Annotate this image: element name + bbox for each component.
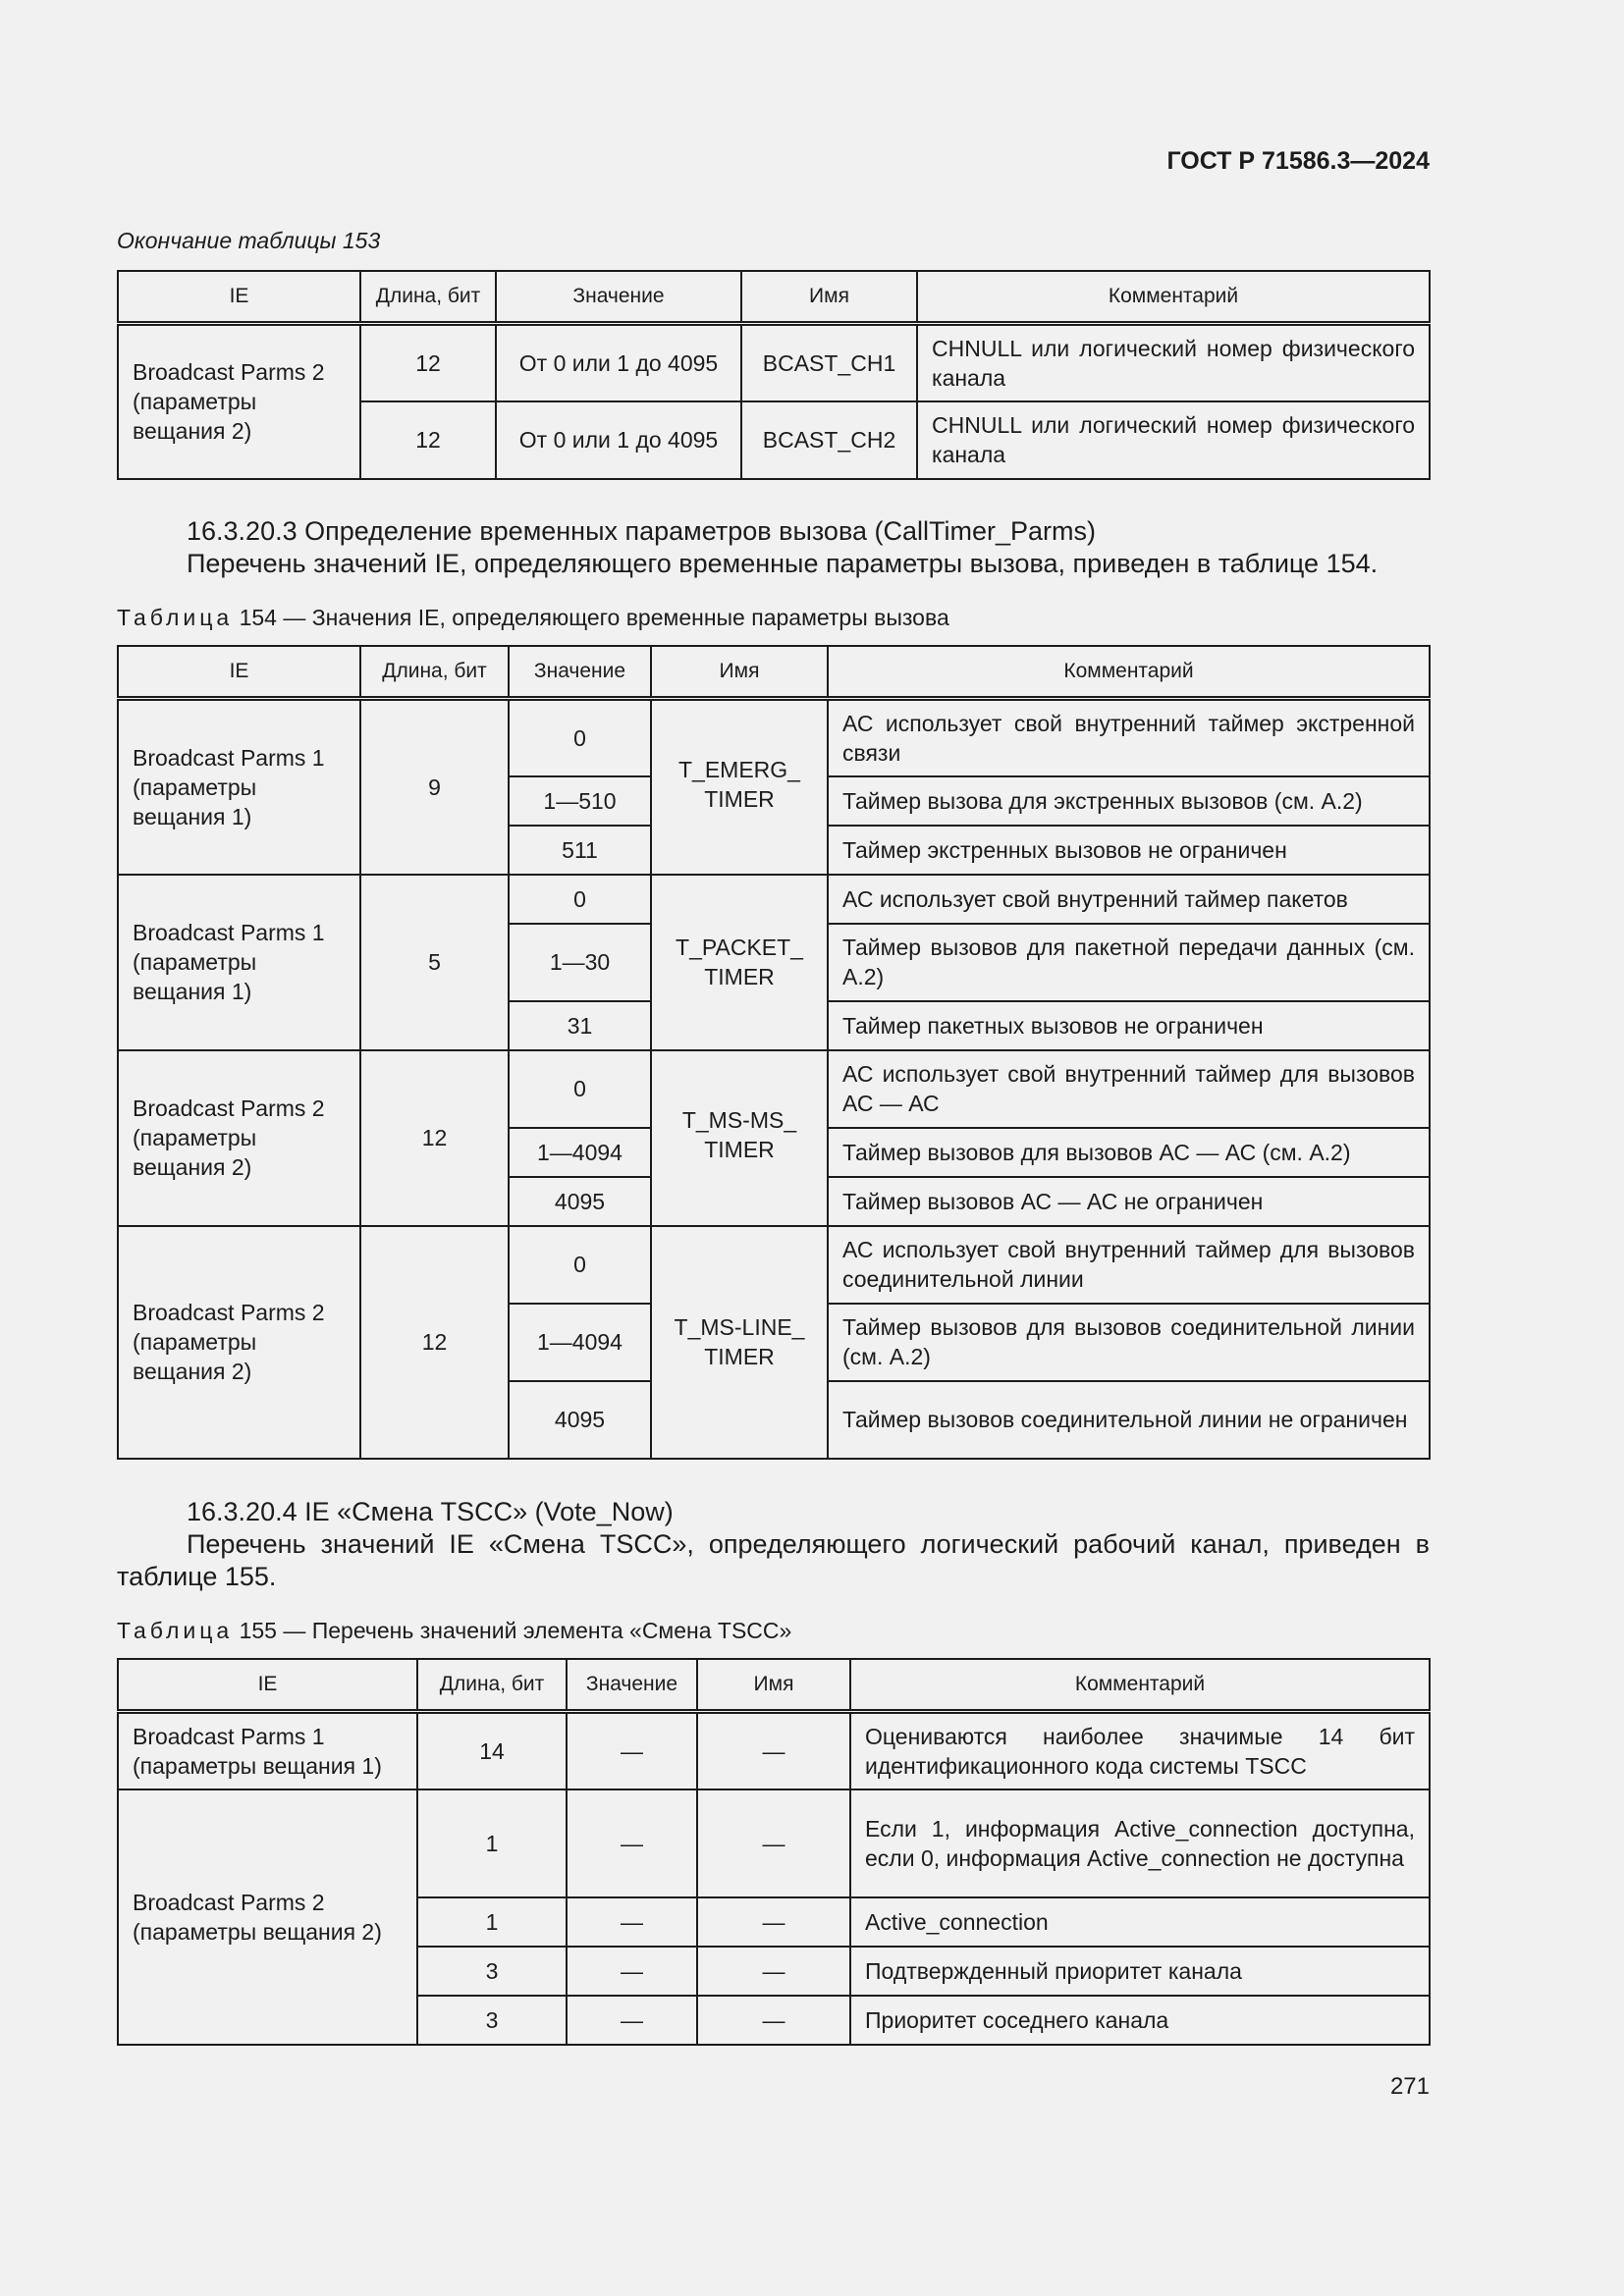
name-cell: T_EMERG_ TIMER [651, 699, 828, 875]
table-155 [117, 1658, 1431, 2046]
table-caption-text: 155 — Перечень значений элемента «Смена TSCC» [239, 1618, 792, 1643]
table-header-row [118, 271, 1430, 324]
column-header-value: Значение [496, 271, 741, 324]
name-cell: T_MS-LINE_ TIMER [651, 1226, 828, 1459]
comment-cell: Таймер вызова для экстренных вызовов (см. А.2) [828, 776, 1430, 826]
table-row [118, 1789, 1430, 1897]
length-cell: 1 [417, 1789, 567, 1897]
table-row [118, 324, 1430, 401]
column-header-length: Длина, бит [360, 646, 509, 699]
comment-cell: АС использует свой внутренний таймер для вызовов АС — АС [828, 1050, 1430, 1128]
length-cell: 5 [360, 875, 509, 1050]
comment-cell: CHNULL или логический номер физического канала [917, 401, 1430, 479]
name-cell: — [697, 1789, 850, 1897]
comment-cell: АС использует свой внутренний таймер для вызовов соединительной линии [828, 1226, 1430, 1304]
comment-cell: Active_connection [850, 1897, 1430, 1947]
value-cell: От 0 или 1 до 4095 [496, 401, 741, 479]
length-cell: 9 [360, 699, 509, 875]
ie-cell: Broadcast Parms 1 (параметры вещания 1) [118, 875, 360, 1050]
column-header-length: Длина, бит [360, 271, 496, 324]
value-cell: 0 [509, 1226, 651, 1304]
name-cell: — [697, 1996, 850, 2045]
column-header-name: Имя [741, 271, 917, 324]
table-row [118, 1712, 1430, 1789]
column-header-ie: IE [118, 646, 360, 699]
section-heading: 16.3.20.4 IE «Смена TSCC» (Vote_Now) [187, 1497, 674, 1526]
length-cell: 1 [417, 1897, 567, 1947]
comment-cell: Приоритет соседнего канала [850, 1996, 1430, 2045]
table-153 [117, 270, 1431, 480]
comment-cell: Таймер вызовов для вызовов АС — АС (см. А.2) [828, 1128, 1430, 1177]
table-row [118, 1050, 1430, 1128]
comment-cell: CHNULL или логический номер физического канала [917, 324, 1430, 401]
length-cell: 3 [417, 1996, 567, 2045]
length-cell: 3 [417, 1947, 567, 1996]
comment-cell: Подтвержденный приоритет канала [850, 1947, 1430, 1996]
column-header-ie: IE [118, 1659, 417, 1712]
ie-cell: Broadcast Parms 2 (параметры вещания 2) [118, 324, 360, 479]
name-cell: — [697, 1897, 850, 1947]
ie-cell: Broadcast Parms 1 (параметры вещания 1) [118, 699, 360, 875]
value-cell: — [567, 1996, 697, 2045]
comment-cell: Таймер экстренных вызовов не ограничен [828, 826, 1430, 875]
value-cell: — [567, 1712, 697, 1789]
value-cell: — [567, 1947, 697, 1996]
value-cell: 511 [509, 826, 651, 875]
table-row [118, 875, 1430, 924]
comment-cell: Таймер вызовов для пакетной передачи данных (см. А.2) [828, 924, 1430, 1001]
comment-cell: АС использует свой внутренний таймер пакетов [828, 875, 1430, 924]
value-cell: 0 [509, 875, 651, 924]
length-cell: 14 [417, 1712, 567, 1789]
table-label: Таблица [117, 1618, 234, 1643]
comment-cell: Таймер вызовов для вызовов соединительной линии (см. А.2) [828, 1304, 1430, 1381]
name-cell: BCAST_CH2 [741, 401, 917, 479]
table-header-row [118, 646, 1430, 699]
column-header-comment: Комментарий [917, 271, 1430, 324]
comment-cell: Таймер вызовов АС — АС не ограничен [828, 1177, 1430, 1226]
table-header-row [118, 1659, 1430, 1712]
comment-cell: Если 1, информация Active_connection доступна, если 0, информация Active_connection не доступна [850, 1789, 1430, 1897]
section-text: Перечень значений IE «Смена TSCC», определяющего логический рабочий канал, приведен в таблице 155. [117, 1529, 1430, 1591]
value-cell: 1—510 [509, 776, 651, 826]
section-heading: 16.3.20.3 Определение временных параметров вызова (CallTimer_Parms) [187, 516, 1097, 546]
length-cell: 12 [360, 324, 496, 401]
value-cell: От 0 или 1 до 4095 [496, 324, 741, 401]
table-153-caption: Окончание таблицы 153 [117, 228, 381, 253]
length-cell: 12 [360, 1226, 509, 1459]
column-header-value: Значение [567, 1659, 697, 1712]
document-header: ГОСТ Р 71586.3—2024 [1166, 147, 1430, 175]
table-label: Таблица [117, 605, 234, 630]
section-text: Перечень значений IE, определяющего временные параметры вызова, приведен в таблице 154. [187, 549, 1379, 578]
value-cell: 31 [509, 1001, 651, 1050]
comment-cell: Таймер вызовов соединительной линии не ограничен [828, 1381, 1430, 1459]
ie-cell: Broadcast Parms 2 (параметры вещания 2) [118, 1226, 360, 1459]
section-16-3-20-4 [117, 1496, 1430, 1593]
value-cell: 0 [509, 1050, 651, 1128]
ie-cell: Broadcast Parms 1 (параметры вещания 1) [118, 1712, 417, 1789]
comment-cell: Таймер пакетных вызовов не ограничен [828, 1001, 1430, 1050]
table-155-caption [117, 1618, 791, 1644]
column-header-length: Длина, бит [417, 1659, 567, 1712]
name-cell: T_MS-MS_ TIMER [651, 1050, 828, 1226]
value-cell: 1—30 [509, 924, 651, 1001]
column-header-name: Имя [697, 1659, 850, 1712]
value-cell: — [567, 1789, 697, 1897]
column-header-comment: Комментарий [850, 1659, 1430, 1712]
ie-cell: Broadcast Parms 2 (параметры вещания 2) [118, 1789, 417, 2045]
name-cell: BCAST_CH1 [741, 324, 917, 401]
value-cell: — [567, 1897, 697, 1947]
column-header-name: Имя [651, 646, 828, 699]
section-16-3-20-3 [117, 515, 1430, 580]
table-154 [117, 645, 1431, 1460]
length-cell: 12 [360, 1050, 509, 1226]
length-cell: 12 [360, 401, 496, 479]
column-header-comment: Комментарий [828, 646, 1430, 699]
name-cell: — [697, 1947, 850, 1996]
name-cell: — [697, 1712, 850, 1789]
comment-cell: АС использует свой внутренний таймер экстренной связи [828, 699, 1430, 776]
table-154-caption [117, 605, 949, 631]
value-cell: 4095 [509, 1381, 651, 1459]
table-row [118, 699, 1430, 776]
column-header-ie: IE [118, 271, 360, 324]
table-caption-text: 154 — Значения IE, определяющего временные параметры вызова [239, 605, 949, 630]
ie-cell: Broadcast Parms 2 (параметры вещания 2) [118, 1050, 360, 1226]
value-cell: 4095 [509, 1177, 651, 1226]
value-cell: 1—4094 [509, 1304, 651, 1381]
comment-cell: Оцениваются наиболее значимые 14 бит идентификационного кода системы TSCC [850, 1712, 1430, 1789]
column-header-value: Значение [509, 646, 651, 699]
name-cell: T_PACKET_ TIMER [651, 875, 828, 1050]
value-cell: 0 [509, 699, 651, 776]
value-cell: 1—4094 [509, 1128, 651, 1177]
page-number: 271 [1389, 2073, 1430, 2100]
table-row [118, 1226, 1430, 1304]
